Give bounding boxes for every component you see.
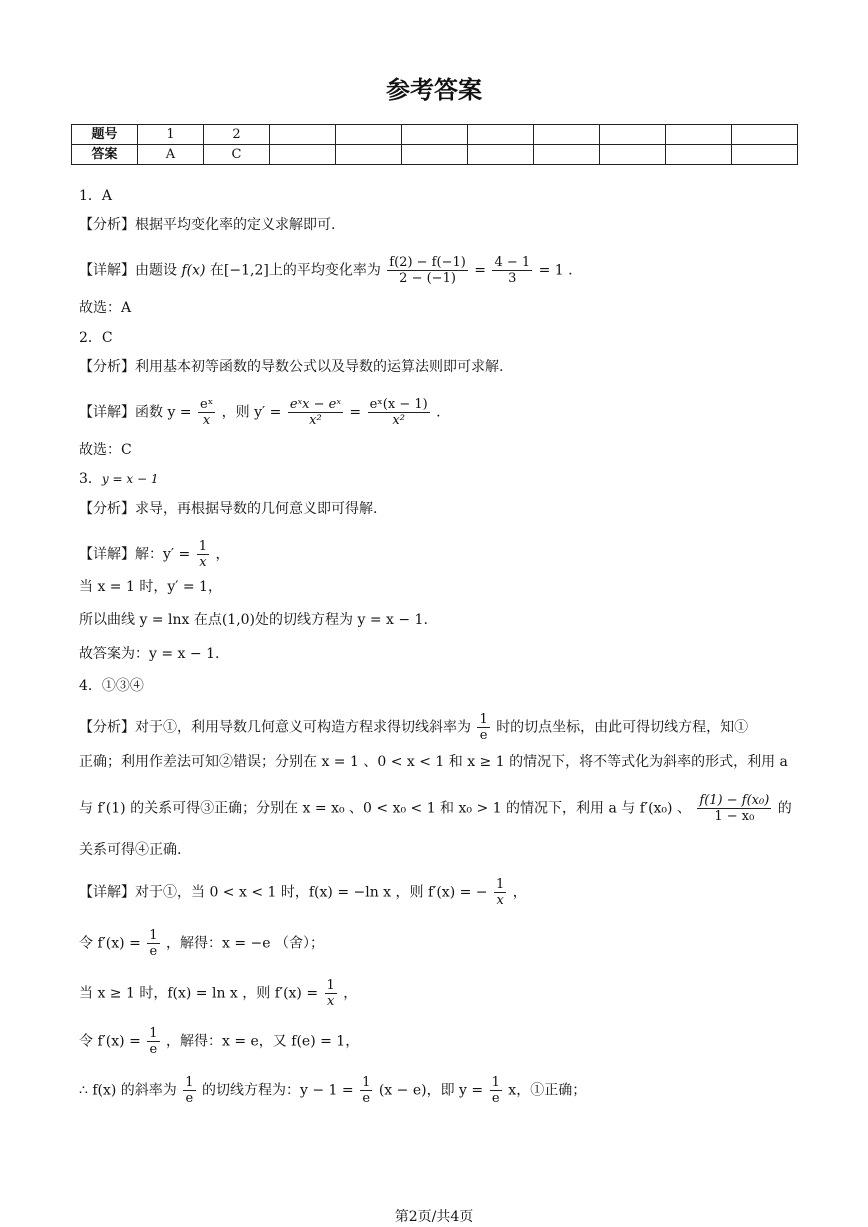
analysis-text: 求导，再根据导数的几何意义即可得解.	[135, 501, 378, 517]
analysis-tag: 【分析】	[79, 217, 135, 233]
fraction-denominator: x²	[309, 413, 322, 428]
analysis-text: 对于①，利用导数几何意义可构造方程求得切线斜率为	[135, 719, 471, 736]
math-expr: .	[436, 404, 441, 421]
fraction	[288, 397, 343, 428]
detail-tag: 【详解】	[79, 546, 135, 563]
table-cell	[270, 125, 336, 145]
fraction-numerator: 1	[149, 928, 158, 943]
table-cell	[336, 125, 402, 145]
fraction	[147, 928, 159, 959]
table-cell	[732, 145, 798, 165]
detail-text: ，解得：x = −e （舍）；	[166, 935, 324, 952]
math-expr: = 1 .	[538, 262, 573, 279]
table-header-answer: 答案	[72, 145, 138, 165]
detail-text: 当 x ≥ 1 时，f(x) = ln x ，则 f′(x) =	[79, 985, 319, 1002]
table-cell	[402, 125, 468, 145]
detail-tag: 【详解】	[79, 262, 135, 279]
detail-text: x，①正确；	[508, 1082, 587, 1099]
fraction-numerator: 1	[326, 978, 335, 993]
table-cell: A	[138, 145, 204, 165]
table-cell	[666, 145, 732, 165]
answer-table	[71, 124, 798, 165]
detail-text: 对于①，当 0 < x < 1 时，f(x) = −ln x ，则 f′(x) = −	[135, 884, 488, 901]
fraction-denominator: e	[185, 1091, 194, 1106]
q3-line: 所以曲线 y = lnx 在点(1,0)处的切线方程为 y = x − 1.	[79, 612, 428, 628]
q4-detail	[79, 877, 527, 908]
fraction	[492, 255, 532, 286]
q4-analysis	[79, 712, 748, 743]
detail-tag: 【详解】	[79, 404, 135, 421]
detail-text: 的切线方程为：y − 1 =	[202, 1082, 354, 1099]
analysis-text: 的	[777, 800, 792, 817]
table-cell	[534, 145, 600, 165]
detail-text: ，	[512, 884, 527, 901]
fraction	[494, 877, 506, 908]
fraction-denominator: e	[491, 1091, 500, 1106]
fraction	[368, 397, 430, 428]
detail-tag: 【详解】	[79, 884, 135, 901]
math-expr: y = x − 1	[101, 472, 159, 486]
fraction-numerator: eˣ	[200, 397, 214, 412]
q4-analysis-line: 关系可得④正确.	[79, 842, 182, 858]
q3-detail	[79, 539, 229, 570]
q4-detail-line	[79, 1075, 586, 1106]
fraction-numerator: 1	[495, 877, 505, 892]
detail-text: ，则 y′ =	[221, 404, 282, 421]
math-expr: f(x)	[181, 262, 206, 279]
detail-text: 解：y′ =	[135, 546, 191, 563]
analysis-text: 根据平均变化率的定义求解即可.	[135, 217, 336, 233]
q4-analysis-line: 正确；利用作差法可知②错误；分别在 x = 1 、0 < x < 1 和 x ≥ 1 的情况下，将不等式化为斜率的形式，利用 a	[79, 754, 788, 770]
q4-detail-line	[79, 978, 357, 1009]
fraction-numerator: eˣ(x − 1)	[369, 397, 428, 412]
fraction-denominator: x	[202, 413, 211, 428]
table-cell	[732, 125, 798, 145]
table-cell	[336, 145, 402, 165]
detail-text: ∴ f(x) 的斜率为	[79, 1082, 177, 1099]
math-expr: =	[349, 404, 362, 421]
q4-analysis-line	[79, 793, 792, 824]
fraction-numerator: 1	[362, 1075, 371, 1090]
table-cell: 2	[204, 125, 270, 145]
table-cell	[402, 145, 468, 165]
q1-analysis	[79, 215, 335, 235]
table-cell	[600, 145, 666, 165]
detail-text: ，	[343, 985, 358, 1002]
q4-number: 4．①③④	[79, 678, 144, 694]
fraction	[183, 1075, 195, 1106]
fraction-numerator: f(2) − f(−1)	[389, 255, 466, 270]
analysis-text: 与 f′(1) 的关系可得③正确；分别在 x = x₀ 、0 < x₀ < 1 和 x₀ > 1 的情况下，利用 a 与 f′(x₀) 、	[79, 800, 691, 817]
fraction-numerator: eˣx − eˣ	[289, 397, 341, 412]
fraction-numerator: 1	[491, 1075, 500, 1090]
q4-detail-line	[79, 1026, 359, 1057]
detail-text: ，解得：x = e，又 f(e) = 1，	[166, 1033, 360, 1050]
table-cell	[534, 125, 600, 145]
fraction	[198, 397, 215, 428]
q3-line: 当 x = 1 时，y′ = 1，	[79, 579, 222, 595]
fraction-denominator: 2 − (−1)	[399, 271, 456, 286]
q2-detail	[79, 397, 441, 428]
fraction-denominator: e	[149, 1042, 158, 1057]
fraction-numerator: 1	[198, 539, 208, 554]
detail-text: (x − e)，即 y =	[378, 1082, 484, 1099]
fraction-denominator: 1 − x₀	[714, 809, 755, 824]
table-cell: C	[204, 145, 270, 165]
fraction-denominator: e	[479, 728, 488, 743]
fraction-denominator: x	[199, 555, 207, 570]
table-cell	[468, 145, 534, 165]
fraction	[325, 978, 337, 1009]
detail-text: 令 f′(x) =	[79, 935, 141, 952]
fraction-numerator: 1	[149, 1026, 158, 1041]
table-cell	[600, 125, 666, 145]
analysis-tag: 【分析】	[79, 359, 135, 375]
page-footer: 第2页/共4页	[394, 1209, 474, 1225]
fraction-numerator: 1	[185, 1075, 194, 1090]
analysis-tag: 【分析】	[79, 719, 135, 736]
question-number: 3．	[79, 471, 102, 487]
q3-number	[79, 469, 158, 489]
analysis-text: 时的切点坐标，由此可得切线方程，知①	[496, 719, 749, 736]
detail-text: 函数 y =	[135, 404, 192, 421]
fraction	[490, 1075, 502, 1106]
analysis-tag: 【分析】	[79, 501, 135, 517]
fraction	[197, 539, 209, 570]
page-title: 参考答案	[386, 76, 482, 104]
table-cell: 1	[138, 125, 204, 145]
fraction-denominator: x	[496, 893, 504, 908]
table-cell	[468, 125, 534, 145]
fraction-denominator: x²	[392, 413, 405, 428]
fraction-denominator: e	[362, 1091, 371, 1106]
fraction	[147, 1026, 159, 1057]
table-cell	[666, 125, 732, 145]
q1-detail	[79, 255, 573, 286]
fraction	[360, 1075, 372, 1106]
detail-text: ，	[215, 546, 230, 563]
q4-detail-line	[79, 928, 324, 959]
fraction-denominator: e	[149, 944, 158, 959]
table-cell	[270, 145, 336, 165]
fraction-numerator: f(1) − f(x₀)	[699, 793, 770, 808]
q1-number: 1．A	[79, 188, 113, 204]
detail-text: 由题设	[135, 262, 177, 279]
table-row	[72, 145, 798, 165]
q1-choice: 故选：A	[79, 300, 132, 316]
fraction	[697, 793, 771, 824]
math-expr: =	[474, 262, 486, 279]
q2-number: 2．C	[79, 330, 113, 346]
detail-text: 令 f′(x) =	[79, 1033, 141, 1050]
table-header-number: 题号	[72, 125, 138, 145]
detail-text: 在[−1,2]上的平均变化率为	[209, 262, 381, 279]
q2-analysis	[79, 357, 503, 377]
fraction-numerator: 1	[479, 712, 488, 727]
table-row	[72, 125, 798, 145]
q3-answer: 故答案为：y = x − 1.	[79, 646, 220, 662]
fraction-denominator: x	[327, 994, 335, 1009]
fraction-numerator: 4 − 1	[494, 255, 531, 270]
q2-choice: 故选：C	[79, 442, 132, 458]
q3-analysis	[79, 499, 377, 519]
fraction-denominator: 3	[508, 271, 517, 286]
fraction	[387, 255, 468, 286]
fraction	[477, 712, 489, 743]
analysis-text: 利用基本初等函数的导数公式以及导数的运算法则即可求解.	[135, 359, 504, 375]
